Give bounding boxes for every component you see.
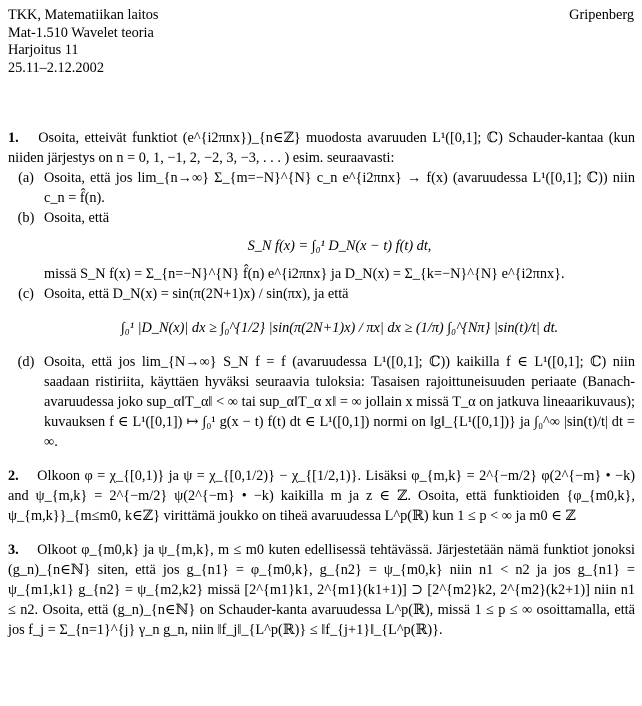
exercise-line: Harjoitus 11 — [8, 42, 79, 58]
course-line: Mat-1.510 Wavelet teoria — [8, 24, 154, 41]
part-text-after: missä S_N f(x) = Σ_{n=−N}^{N} f̂(n) e^{i2πnx} ja D_N(x) = Σ_{k=−N}^{N} e^{i2πnx}. — [44, 266, 565, 282]
part-text: Osoita, että D_N(x) = sin(π(2N+1)x) / sin(πx), ja että — [44, 286, 349, 302]
date-line: 25.11–2.12.2002 — [8, 59, 104, 76]
display-inequality: ∫₀¹ |D_N(x)| dx ≥ ∫₀^{1/2} |sin(π(2N+1)x) / πx| dx ≥ (1/π) ∫₀^{Nπ} |sin(t)/t| dt. — [120, 320, 559, 336]
problem-2-number: 2. — [8, 468, 19, 484]
part-label: (c) — [18, 286, 34, 302]
part-text: Osoita, että — [44, 210, 110, 226]
problem-1c — [8, 284, 635, 352]
problem-2-text: Olkoon φ = χ_{[0,1)} ja ψ = χ_{[0,1/2)} − χ_{[1/2,1)}. Lisäksi φ_{m,k} = 2^{−m/2} φ(2^{−m} • −k) and ψ_{m,k} = 2^{−m/2} ψ(2^{−m} • −k) kaikilla m ja z ∈ ℤ. Osoita, että funktioiden {φ_{m0,k}, ψ_{m,k}}_{m≤m0, k∈ℤ} virittämä joukko on tiheä avaruudessa L^p(ℝ) kun 1 ≤ p < ∞ ja m0 ∈ ℤ — [8, 468, 636, 524]
problem-3-text: Olkoot φ_{m0,k} ja ψ_{m,k}, m ≤ m0 kuten edellisessä tehtävässä. Järjestetään nämä funktiot jonoksi (g_n)_{n∈ℕ} siten, että jos g_{n1} = φ_{m0,k}, g_{n2} = ψ_{m0,k} niin n1 < n2 ja jos g_{n1} = ψ_{m1,k1} g_{n2} = ψ_{m2,k2} missä [2^{m1}k1, 2^{m1}(k1+1)] ⊃ [2^{m2}k2, 2^{m2}(k2+1)] niin n1 ≤ n2. Osoita, että (g_n)_{n∈ℕ} on Schauder-kanta avaruudessa L^p(ℝ), missä 1 ≤ p ≤ ∞ osoittamalla, että jos f_j = Σ_{n=1}^{j} γ_n g_n, niin ‖f_j‖_{L^p(ℝ)} ≤ ‖f_{j+1}‖_{L^p(ℝ)}. — [8, 542, 635, 638]
department-line: TKK, Matematiikan laitos — [8, 7, 159, 23]
course-header — [8, 7, 158, 77]
problems-section — [8, 128, 635, 640]
author-name: Gripenberg — [569, 7, 634, 23]
part-label: (d) — [17, 354, 35, 370]
display-equation: S_N f(x) = ∫₀¹ D_N(x − t) f(t) dt, — [247, 238, 432, 254]
problem-1-number: 1. — [8, 130, 19, 146]
problem-1-intro — [8, 128, 635, 168]
problem-1d — [8, 352, 635, 452]
problem-1-text: Osoita, etteivät funktiot (e^{i2πnx})_{n∈ℤ} muodosta avaruuden L¹([0,1]; ℂ) Schauder-kantaa (kun niiden järjestys on n = 0, 1, −1, 2, −2, 3, −3, . . . ) esim. seuraavasti: — [8, 130, 636, 166]
problem-3-number: 3. — [8, 542, 19, 558]
part-label: (a) — [18, 170, 34, 186]
part-text: Osoita, että jos lim_{N→∞} S_N f = f (avaruudessa L¹([0,1]; ℂ)) kaikilla f ∈ L¹([0,1]; ℂ) niin saadaan ristiriita, käyttäen hyväksi seuraavia tuloksia: Tasaisen rajoittuneisuuden periaate (Banach-avaruudessa joko sup_α‖T_α‖ < ∞ tai sup_α‖T_α x‖ = ∞ jollain x missä T_α on jatkuva lineaarikuvaus); kuvauksen f ∈ L¹([0,1]) ↦ ∫₀¹ g(x − t) f(t) dt ∈ L¹([0,1]) normi on ‖g‖_{L¹([0,1])} ja ∫₀^∞ |sin(t)/t| dt = ∞. — [44, 354, 635, 450]
part-text: Osoita, että jos lim_{n→∞} Σ_{m=−N}^{N} c_n e^{i2πnx} → f(x) (avaruudessa L¹([0,1]; ℂ)) niin c_n = f̂(n). — [44, 170, 635, 206]
part-label: (b) — [17, 210, 35, 226]
problem-1a — [8, 168, 635, 208]
problem-2 — [8, 466, 635, 526]
problem-1b — [8, 208, 635, 284]
problem-3 — [8, 540, 635, 640]
